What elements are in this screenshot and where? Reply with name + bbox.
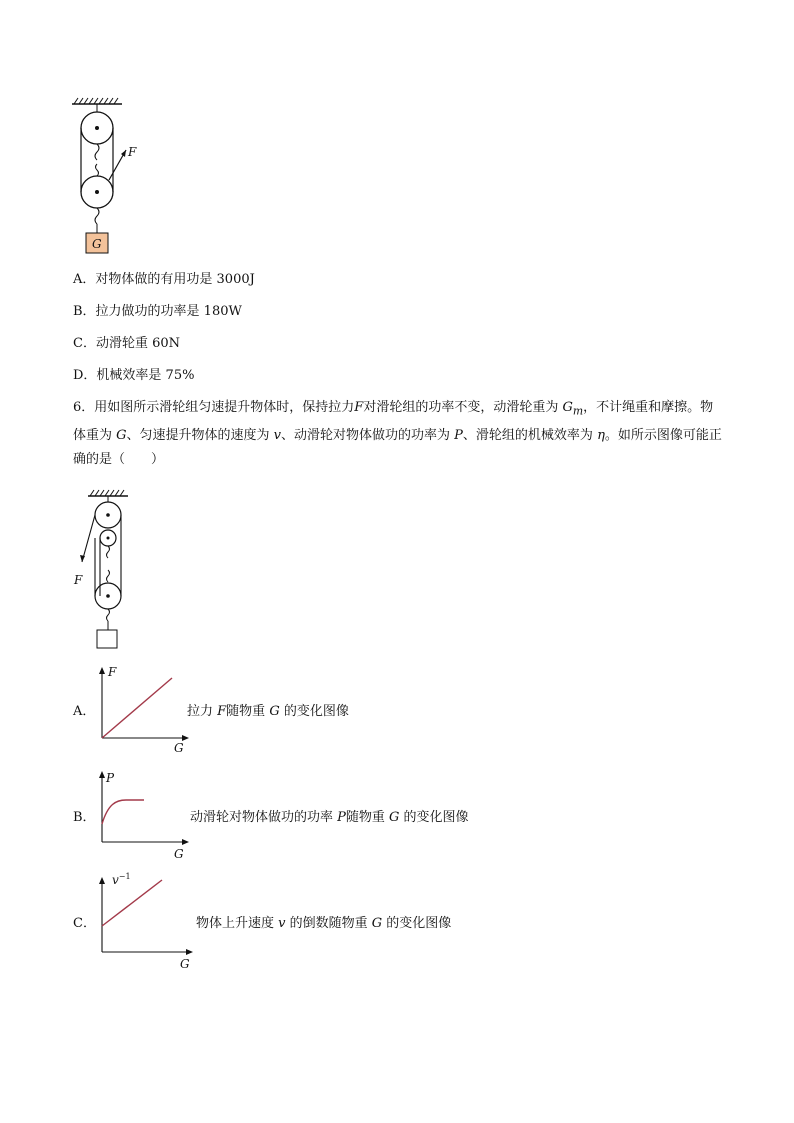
- q6-option-b-graph: [92, 768, 192, 860]
- q6-option-c-x-label: G: [180, 957, 190, 971]
- q6-option-b-x-label: G: [174, 847, 184, 861]
- q5-option-d: D．机械效率是 75%: [73, 368, 195, 383]
- figure1-weight-label: G: [92, 237, 102, 251]
- q5-option-b: B．拉力做功的功率是 180W: [73, 304, 242, 319]
- q6-text-6: 、滑轮组的机械效率为: [462, 427, 598, 443]
- q6-option-b-y-label: P: [106, 771, 115, 785]
- q6-option-a-caption: 拉力 F随物重 G 的变化图像: [187, 704, 349, 719]
- q6-option-a-curve: [102, 678, 172, 738]
- q6-option-a-letter: A．: [73, 704, 96, 719]
- question-6-text: [73, 396, 723, 472]
- q6-option-a-graph: [92, 664, 192, 754]
- figure1-force-label: F: [128, 145, 137, 159]
- q6-text-2: 对滑轮组的功率不变，动滑轮重为: [363, 400, 563, 415]
- q6-var-g: G: [562, 400, 573, 415]
- q6-text-5: 、动滑轮对物体做功的功率为: [281, 427, 455, 443]
- q6-text-7: 。如所示图像可能正确的是（ ）: [73, 427, 722, 467]
- figure2-force-label: F: [74, 573, 83, 587]
- q6-option-b-curve: [102, 800, 144, 824]
- pulley-figure-2: [70, 490, 150, 650]
- q6-var-v: v: [273, 427, 282, 443]
- pulley-figure-1: [60, 98, 150, 258]
- q6-var-p: P: [454, 427, 463, 443]
- q5-option-a: A．对物体做的有用功是 3000J: [73, 272, 255, 287]
- q6-option-a-x-label: G: [174, 741, 184, 755]
- q6-var-m: m: [572, 404, 584, 418]
- q6-var-f: F: [354, 400, 364, 415]
- q6-text-1: 6．用如图所示滑轮组匀速提升物体时，保持拉力: [73, 400, 355, 415]
- q6-option-b-caption: 动滑轮对物体做功的功率 P随物重 G 的变化图像: [190, 810, 469, 825]
- q6-option-c-graph: [92, 872, 196, 972]
- q6-option-b-letter: B．: [73, 810, 96, 825]
- q6-option-c-letter: C．: [73, 916, 96, 931]
- q5-option-c: C．动滑轮重 60N: [73, 336, 180, 351]
- q6-var-g2: G: [116, 427, 127, 443]
- q6-option-c-caption: 物体上升速度 v 的倒数随物重 G 的变化图像: [196, 916, 452, 931]
- q6-text-4: 、匀速提升物体的速度为: [126, 427, 274, 443]
- q6-option-c-y-label: $v^{-1}$: [112, 872, 131, 887]
- q6-option-c-curve: [102, 880, 162, 926]
- q6-text-3: ，不计绳重和摩擦。物体重为: [73, 400, 714, 443]
- q6-var-eta: η: [597, 427, 605, 443]
- q6-option-a-y-label: F: [108, 665, 117, 679]
